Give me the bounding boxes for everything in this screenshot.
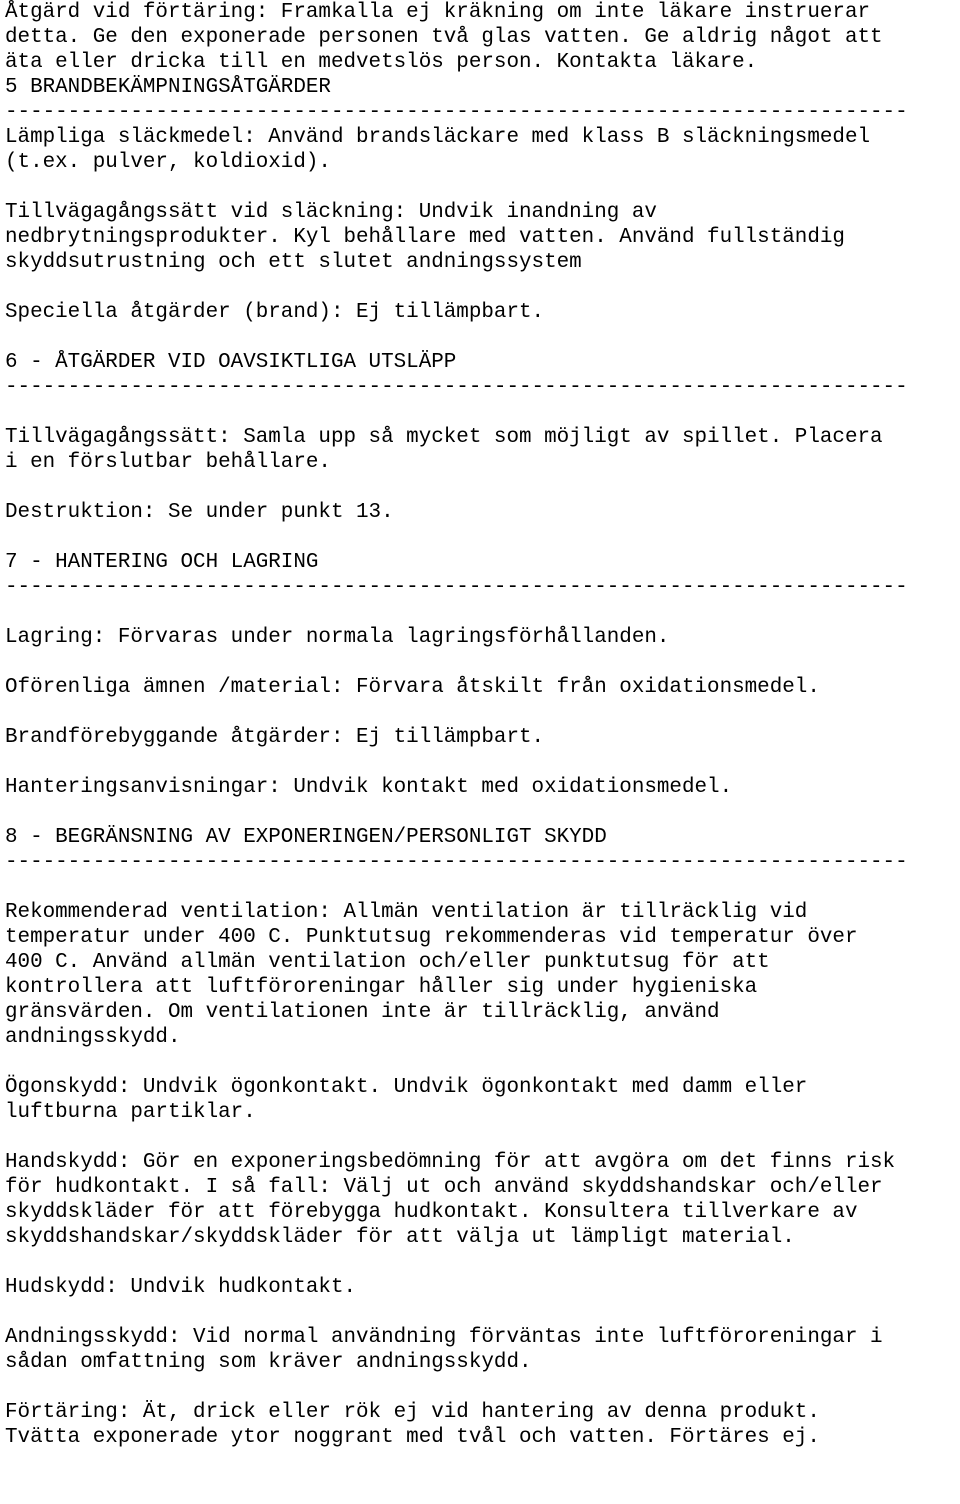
text-line: detta. Ge den exponerade personen två glas vatten. Ge aldrig något att [5,26,883,49]
text-line: Handskydd: Gör en exponeringsbedömning för att avgöra om det finns risk [5,1151,896,1174]
text-line: gränsvärden. Om ventilationen inte är tillräcklig, använd [5,1001,720,1024]
section-heading: 7 - HANTERING OCH LAGRING [5,551,319,574]
section-heading: 8 - BEGRÄNSNING AV EXPONERINGEN/PERSONLIGT SKYDD [5,826,607,849]
text-line: äta eller dricka till en medvetslös person. Kontakta läkare. [5,51,758,74]
blank-line [5,750,960,775]
text-line: Lämpliga släckmedel: Använd brandsläckare med klass B släckningsmedel [5,126,871,149]
text-line: Tillvägagångssätt vid släckning: Undvik inandning av [5,201,657,224]
text-line: skyddsutrustning och ett slutet andningssystem [5,251,582,274]
text-line: (t.ex. pulver, koldioxid). [5,151,331,174]
blank-line [5,1050,960,1075]
text-line: i en förslutbar behållare. [5,451,331,474]
blank-line [5,1375,960,1400]
text-line: Hanteringsanvisningar: Undvik kontakt med oxidationsmedel. [5,776,733,799]
text-line: för hudkontakt. I så fall: Välj ut och använd skyddshandskar och/eller [5,1176,883,1199]
blank-line [5,650,960,675]
text-line: Oförenliga ämnen /material: Förvara åtskilt från oxidationsmedel. [5,676,820,699]
blank-line [5,400,960,425]
text-line: Lagring: Förvaras under normala lagringsförhållanden. [5,626,670,649]
text-line: Tvätta exponerade ytor noggrant med tvål och vatten. Förtäres ej. [5,1426,820,1449]
blank-line [5,325,960,350]
section-divider: ------------------------------------------------------------------------ [5,101,908,124]
blank-line [5,175,960,200]
blank-line [5,700,960,725]
blank-line [5,475,960,500]
text-line: Brandförebyggande åtgärder: Ej tillämpbart. [5,726,545,749]
text-line: sådan omfattning som kräver andningsskydd. [5,1351,532,1374]
blank-line [5,1300,960,1325]
blank-line [5,875,960,900]
text-line: Destruktion: Se under punkt 13. [5,501,394,524]
text-line: temperatur under 400 C. Punktutsug rekommenderas vid temperatur över [5,926,858,949]
section-heading: 6 - ÅTGÄRDER VID OAVSIKTLIGA UTSLÄPP [5,351,457,374]
blank-line [5,525,960,550]
text-line: Hudskydd: Undvik hudkontakt. [5,1276,357,1299]
text-line: nedbrytningsprodukter. Kyl behållare med vatten. Använd fullständig [5,226,845,249]
text-line: skyddskläder för att förebygga hudkontakt. Konsultera tillverkare av [5,1201,858,1224]
blank-line [5,600,960,625]
section-divider: ------------------------------------------------------------------------ [5,376,908,399]
text-line: Speciella åtgärder (brand): Ej tillämpbart. [5,301,545,324]
blank-line [5,1125,960,1150]
text-line: skyddshandskar/skyddskläder för att välja ut lämpligt material. [5,1226,795,1249]
text-line: Förtäring: Ät, drick eller rök ej vid hantering av denna produkt. [5,1401,820,1424]
text-line: luftburna partiklar. [5,1101,256,1124]
text-line: 400 C. Använd allmän ventilation och/eller punktutsug för att [5,951,770,974]
section-divider: ------------------------------------------------------------------------ [5,851,908,874]
blank-line [5,800,960,825]
blank-line [5,275,960,300]
text-line: Rekommenderad ventilation: Allmän ventilation är tillräcklig vid [5,901,808,924]
section-divider: ------------------------------------------------------------------------ [5,576,908,599]
section-heading: 5 BRANDBEKÄMPNINGSÅTGÄRDER [5,76,331,99]
text-line: Tillvägagångssätt: Samla upp så mycket som möjligt av spillet. Placera [5,426,883,449]
blank-line [5,1250,960,1275]
text-line: Ögonskydd: Undvik ögonkontakt. Undvik ögonkontakt med damm eller [5,1076,808,1099]
text-line: Andningsskydd: Vid normal användning förväntas inte luftföroreningar i [5,1326,883,1349]
text-line: kontrollera att luftföroreningar håller sig under hygieniska [5,976,758,999]
text-line: Åtgärd vid förtäring: Framkalla ej kräkning om inte läkare instruerar [5,1,871,24]
text-line: andningsskydd. [5,1026,181,1049]
